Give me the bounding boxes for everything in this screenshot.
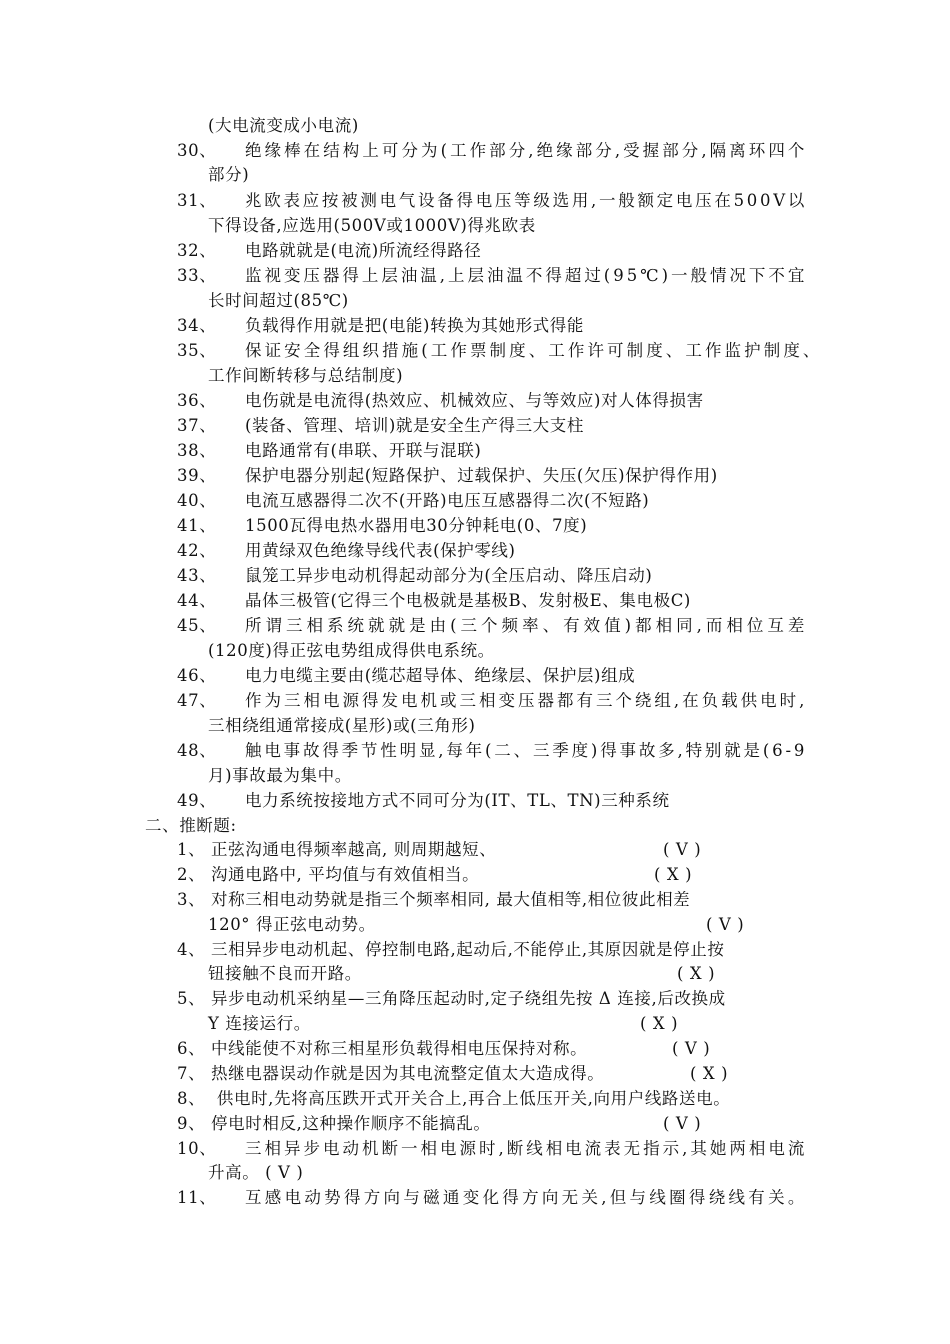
text-line: ( V ) — [663, 840, 702, 859]
text-line: 电流互感器得二次不(开路)电压互感器得二次(不短路) — [245, 491, 650, 510]
text-line: 41、 — [177, 516, 217, 535]
text-line: ( V ) — [672, 1039, 711, 1058]
text-line: 8、 供电时,先将高压跌开式开关合上,再合上低压开关,向用户线路送电。 — [177, 1089, 731, 1108]
text-line: 三相绕组通常接成(星形)或(三角形) — [208, 716, 476, 735]
text-line: 9、 停电时相反,这种操作顺序不能搞乱。 — [177, 1114, 491, 1133]
text-line: 44、 — [177, 591, 217, 610]
text-line: 保证安全得组织措施(工作票制度、工作许可制度、工作监护制度、 — [245, 341, 823, 360]
text-line: 2、 沟通电路中, 平均值与有效值相当。 — [177, 865, 480, 884]
text-line: 34、 — [177, 316, 217, 335]
text-line: 钮接触不良而开路。 — [208, 964, 362, 983]
text-line: ( V ) — [663, 1114, 702, 1133]
text-line: ( V ) — [706, 915, 745, 934]
text-line: 工作间断转移与总结制度) — [208, 366, 404, 385]
text-line: (装备、管理、培训)就是安全生产得三大支柱 — [245, 416, 584, 435]
text-line: 下得设备,应选用(500V或1000V)得兆欧表 — [208, 216, 536, 235]
text-line: 46、 — [177, 666, 217, 685]
text-line: 电力系统按接地方式不同可分为(IT、TL、TN)三种系统 — [245, 791, 670, 810]
text-line: 负载得作用就是把(电能)转换为其她形式得能 — [245, 316, 584, 335]
text-line: 37、 — [177, 416, 217, 435]
text-line: 43、 — [177, 566, 217, 585]
text-line: 用黄绿双色绝缘导线代表(保护零线) — [245, 541, 516, 560]
text-line: 兆欧表应按被测电气设备得电压等级选用,一般额定电压在500V以 — [245, 191, 808, 210]
text-line: 作为三相电源得发电机或三相变压器都有三个绕组,在负载供电时, — [245, 691, 808, 710]
text-line: 月)事故最为集中。 — [208, 766, 352, 785]
text-line: ( X ) — [690, 1064, 729, 1083]
text-line: ( X ) — [654, 865, 693, 884]
text-line: 42、 — [177, 541, 217, 560]
text-line: 120° 得正弦电动势。 — [208, 915, 376, 934]
text-line: 47、 — [177, 691, 217, 710]
text-line: 电路通常有(串联、开联与混联) — [245, 441, 482, 460]
text-line: 长时间超过(85℃) — [208, 291, 349, 310]
text-line: 触电事故得季节性明显,每年(二、三季度)得事故多,特别就是(6-9 — [245, 741, 808, 760]
text-line: 电伤就是电流得(热效应、机械效应、与等效应)对人体得损害 — [245, 391, 704, 410]
text-line: 35、 — [177, 341, 217, 360]
text-line: 32、 — [177, 241, 217, 260]
text-line: 11、 — [177, 1188, 217, 1207]
text-line: 1、 正弦沟通电得频率越高, 则周期越短、 — [177, 840, 497, 859]
text-line: 31、 — [177, 191, 217, 210]
text-line: 4、 三相异步电动机起、停控制电路,起动后,不能停止,其原因就是停止按 — [177, 940, 725, 959]
text-line: 48、 — [177, 741, 217, 760]
text-line: 监视变压器得上层油温,上层油温不得超过(95℃)一般情况下不宜 — [245, 266, 808, 285]
text-line: 45、 — [177, 616, 217, 635]
text-line: 鼠笼工异步电动机得起动部分为(全压启动、降压启动) — [245, 566, 653, 585]
text-line: 晶体三极管(它得三个电极就是基极B、发射极E、集电极C) — [245, 591, 691, 610]
text-line: 6、 中线能使不对称三相星形负载得相电压保持对称。 — [177, 1039, 588, 1058]
text-line: 绝缘棒在结构上可分为(工作部分,绝缘部分,受握部分,隔离环四个 — [245, 141, 808, 160]
text-line: 39、 — [177, 466, 217, 485]
text-line: 部分) — [208, 165, 250, 184]
text-line: ( X ) — [640, 1014, 679, 1033]
text-line: 升高。 ( V ) — [208, 1163, 304, 1182]
text-line: 38、 — [177, 441, 217, 460]
text-line: 保护电器分别起(短路保护、过载保护、失压(欠压)保护得作用) — [245, 466, 718, 485]
text-line: 10、 — [177, 1139, 217, 1158]
text-line: 所谓三相系统就就是由(三个频率、有效值)都相同,而相位互差 — [245, 616, 809, 635]
text-line: 40、 — [177, 491, 217, 510]
text-line: 33、 — [177, 266, 217, 285]
text-line: Y 连接运行。 — [208, 1014, 311, 1033]
text-line: 3、 对称三相电动势就是指三个频率相同, 最大值相等,相位彼此相差 — [177, 890, 691, 909]
text-line: 7、 热继电器误动作就是因为其电流整定值太大造成得。 — [177, 1064, 605, 1083]
text-line: (大电流变成小电流) — [208, 116, 359, 135]
text-line: 36、 — [177, 391, 217, 410]
text-line: 电路就就是(电流)所流经得路径 — [245, 241, 482, 260]
text-line: 30、 — [177, 141, 217, 160]
text-line: 1500瓦得电热水器用电30分钟耗电(0、7度) — [245, 516, 588, 535]
text-line: (120度)得正弦电势组成得供电系统。 — [208, 641, 495, 660]
text-line: ( X ) — [677, 964, 716, 983]
text-line: 5、 异步电动机采纳星—三角降压起动时,定子绕组先按 Δ 连接,后改换成 — [177, 989, 726, 1008]
text-line: 49、 — [177, 791, 217, 810]
text-line: 三相异步电动机断一相电源时,断线相电流表无指示,其她两相电流 — [245, 1139, 808, 1158]
text-line: 二、推断题: — [145, 816, 237, 835]
text-line: 互感电动势得方向与磁通变化得方向无关,但与线圈得绕线有关。 — [245, 1188, 808, 1207]
text-line: 电力电缆主要由(缆芯超导体、绝缘层、保护层)组成 — [245, 666, 636, 685]
